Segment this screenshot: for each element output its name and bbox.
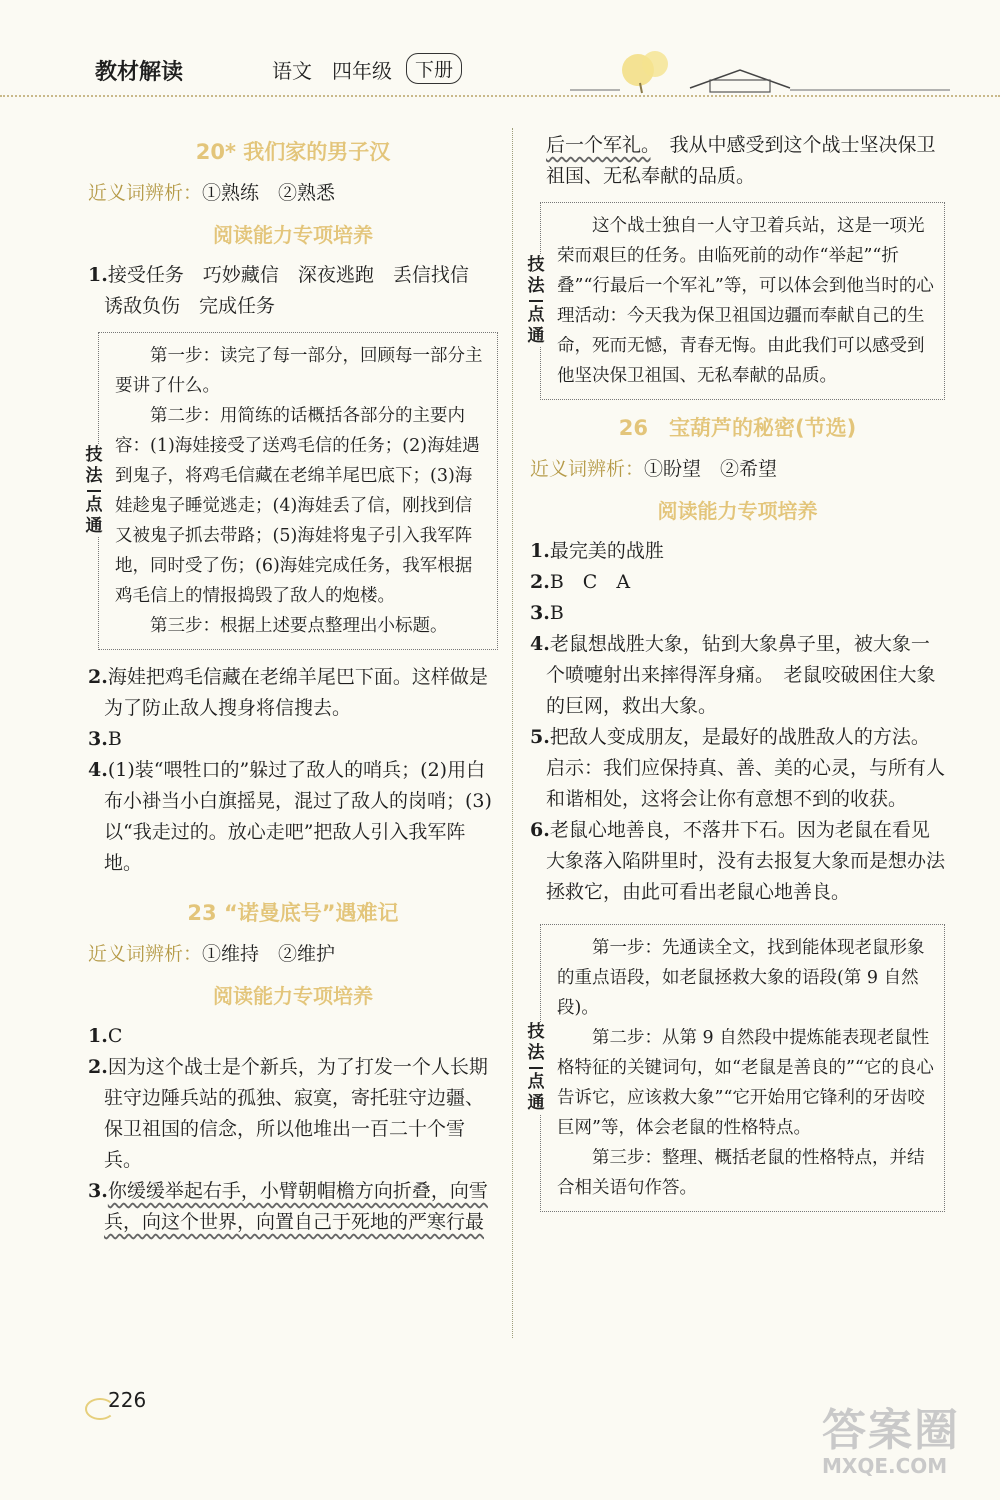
answer-text: 海娃把鸡毛信藏在老绵羊尾巴下面。这样做是为了防止敌人搜身将信搜去。: [104, 666, 488, 719]
answer-number: 1.: [88, 264, 108, 286]
answer-text: B: [549, 602, 564, 624]
section-heading: 阅读能力专项培养: [657, 499, 818, 523]
answer-item: [530, 536, 945, 567]
answer-text: 老鼠想战胜大象，钻到大象鼻子里，被大象一个喷嚏射出来摔得浑身痛。 老鼠咬破困住大象的巨网，救出大象。: [546, 633, 936, 717]
answer-number: 1.: [530, 540, 550, 562]
answer-text: B: [107, 728, 122, 750]
tip-tag: 技 法 点 通: [83, 445, 105, 537]
tip-step: 第三步：根据上述要点整理出小标题。: [150, 616, 448, 636]
answer-text: 因为这个战士是个新兵，为了打发一个人长期驻守边陲兵站的孤独、寂寞，寄托驻守边疆、保卫祖国的信念，所以他堆出一百二十个雪兵。: [104, 1056, 488, 1171]
volume-badge: 下册: [406, 53, 462, 84]
tip-step: 第一步：读完了每一部分，回顾每一部分主要讲了什么。: [115, 346, 483, 396]
answer-item: [530, 629, 945, 722]
answer-text: 把敌人变成朋友，是最好的战胜敌人的方法。启示：我们应保持真、善、美的心灵，与所有人和谐相处，这将会让你有意想不到的收获。: [546, 726, 946, 810]
answer-item: [530, 598, 945, 629]
watermark-url: MXQE.COM: [822, 1454, 948, 1478]
synonym-label: 近义词辨析：: [530, 458, 645, 480]
tip-step: 第二步：用简练的话概括各部分的主要内容：(1)海娃接受了送鸡毛信的任务；(2)海娃遇到鬼子，将鸡毛信藏在老绵羊尾巴底下；(3)海娃趁鬼子睡觉逃走；(4)海娃丢了信，刚找到信又被鬼子抓去带路；(5)海娃将鬼子引入我军阵地，同时受了伤；(6)海娃完成任务，我军根据鸡毛信上的情报捣毁了敌人的炮楼。: [115, 406, 480, 606]
synonym-value: ①熟练 ②熟悉: [202, 182, 336, 204]
synonym-label: 近义词辨析：: [88, 182, 203, 204]
answer-number: 2.: [88, 666, 108, 688]
answer-number: 2.: [530, 571, 550, 593]
answer-number: 2.: [88, 1056, 108, 1078]
right-column: [527, 130, 946, 1224]
grade-label: 四年级: [332, 59, 392, 83]
tip-text: 这个战士独自一人守卫着兵站，这是一项光荣而艰巨的任务。由临死前的动作“举起”“折叠”“行最后一个军礼”等，可以体会到他当时的心理活动：今天我为保卫祖国边疆而奉献自己的生命，死而无憾，青春无悔。由此我们可以感受到他坚决保卫祖国、无私奉献的品质。: [557, 216, 934, 386]
answer-item: [88, 1176, 498, 1238]
synonym-value: ①盼望 ②希望: [644, 458, 778, 480]
header-divider: [0, 95, 1000, 102]
tip-tag: 技 法 点 通: [525, 1022, 547, 1114]
answer-number: 6.: [530, 819, 550, 841]
answer-item: [530, 722, 945, 815]
page-header: [0, 0, 1000, 100]
method-tip-box: [85, 332, 498, 650]
synonym-value: ①维持 ②维护: [202, 943, 336, 965]
synonym-analysis: [88, 939, 498, 966]
answer-number: 3.: [530, 602, 550, 624]
answer-number: 3.: [88, 728, 108, 750]
lesson-26-title: 26 宝葫芦的秘密(节选): [618, 416, 857, 440]
section-heading: 阅读能力专项培养: [213, 984, 373, 1008]
answer-number: 5.: [530, 726, 550, 748]
method-tip-box: [527, 202, 945, 400]
watermark: [822, 1405, 992, 1488]
answer-number: 1.: [88, 1025, 108, 1047]
answer-item: [530, 567, 945, 598]
answer-text: 你缓缓举起右手，小臂朝帽檐方向折叠，向雪兵，向这个世界，向置自己于死地的严寒行最: [104, 1180, 488, 1233]
watermark-logo: 答案圈: [822, 1405, 960, 1456]
answer-text: B C A: [549, 571, 631, 593]
synonym-analysis: [530, 454, 945, 481]
left-column: [85, 130, 498, 1238]
answer-text: 最完美的战胜: [549, 540, 664, 562]
answer-continuation: [530, 130, 945, 192]
lesson-20-title: 20* 我们家的男子汉: [195, 140, 391, 164]
pavilion-tree-icon: [560, 48, 960, 98]
section-heading: 阅读能力专项培养: [213, 223, 373, 247]
answer-number: 4.: [88, 759, 108, 781]
answer-text: 后一个军礼。: [546, 134, 651, 156]
tip-step: 第二步：从第 9 自然段中提炼能表现老鼠性格特征的关键词句，如“老鼠是善良的”“它的良心告诉它，应该救大象”“它开始用它锋利的牙齿咬巨网”等，体会老鼠的性格特点。: [557, 1028, 934, 1138]
answer-number: 3.: [88, 1180, 108, 1202]
tip-step: 第三步：整理、概括老鼠的性格特点，并结合相关语句作答。: [557, 1148, 925, 1198]
page-number: 226: [108, 1388, 147, 1412]
answer-text: 接受任务 巧妙藏信 深夜逃跑 丢信找信 诱敌负伤 完成任务: [104, 264, 488, 317]
answer-item: [530, 815, 945, 908]
answer-item: [88, 1052, 498, 1176]
answer-item: [88, 724, 498, 755]
answer-item: [88, 1021, 498, 1052]
answer-number: 4.: [530, 633, 550, 655]
answer-text: C: [107, 1025, 123, 1047]
method-tip-box: [527, 924, 945, 1212]
subject-label: 语文: [272, 59, 312, 83]
answer-item: [88, 662, 498, 724]
answer-item: [88, 260, 498, 322]
answer-item: [88, 755, 498, 879]
answer-text: 我从中感受到这个战士坚决保卫祖国、无私奉献的品质。: [546, 134, 936, 187]
answer-text: (1)装“喂牲口的”躲过了敌人的哨兵；(2)用白布小褂当小白旗摇晃，混过了敌人的岗哨；(3)以“我走过的。放心走吧”把敌人引入我军阵地。: [104, 759, 492, 874]
lesson-23-title: 23 “诺曼底号”遇难记: [187, 901, 399, 925]
book-title: 教材解读: [95, 60, 184, 85]
answer-text: 老鼠心地善良，不落井下石。因为老鼠在看见大象落入陷阱里时，没有去报复大象而是想办法拯救它，由此可看出老鼠心地善良。: [546, 819, 946, 903]
column-divider: [512, 128, 513, 1338]
synonym-label: 近义词辨析：: [88, 943, 203, 965]
tip-tag: 技 法 点 通: [525, 255, 547, 347]
tip-step: 第一步：先通读全文，找到能体现老鼠形象的重点语段，如老鼠拯救大象的语段(第 9 自然段)。: [557, 938, 925, 1018]
synonym-analysis: [88, 178, 498, 205]
